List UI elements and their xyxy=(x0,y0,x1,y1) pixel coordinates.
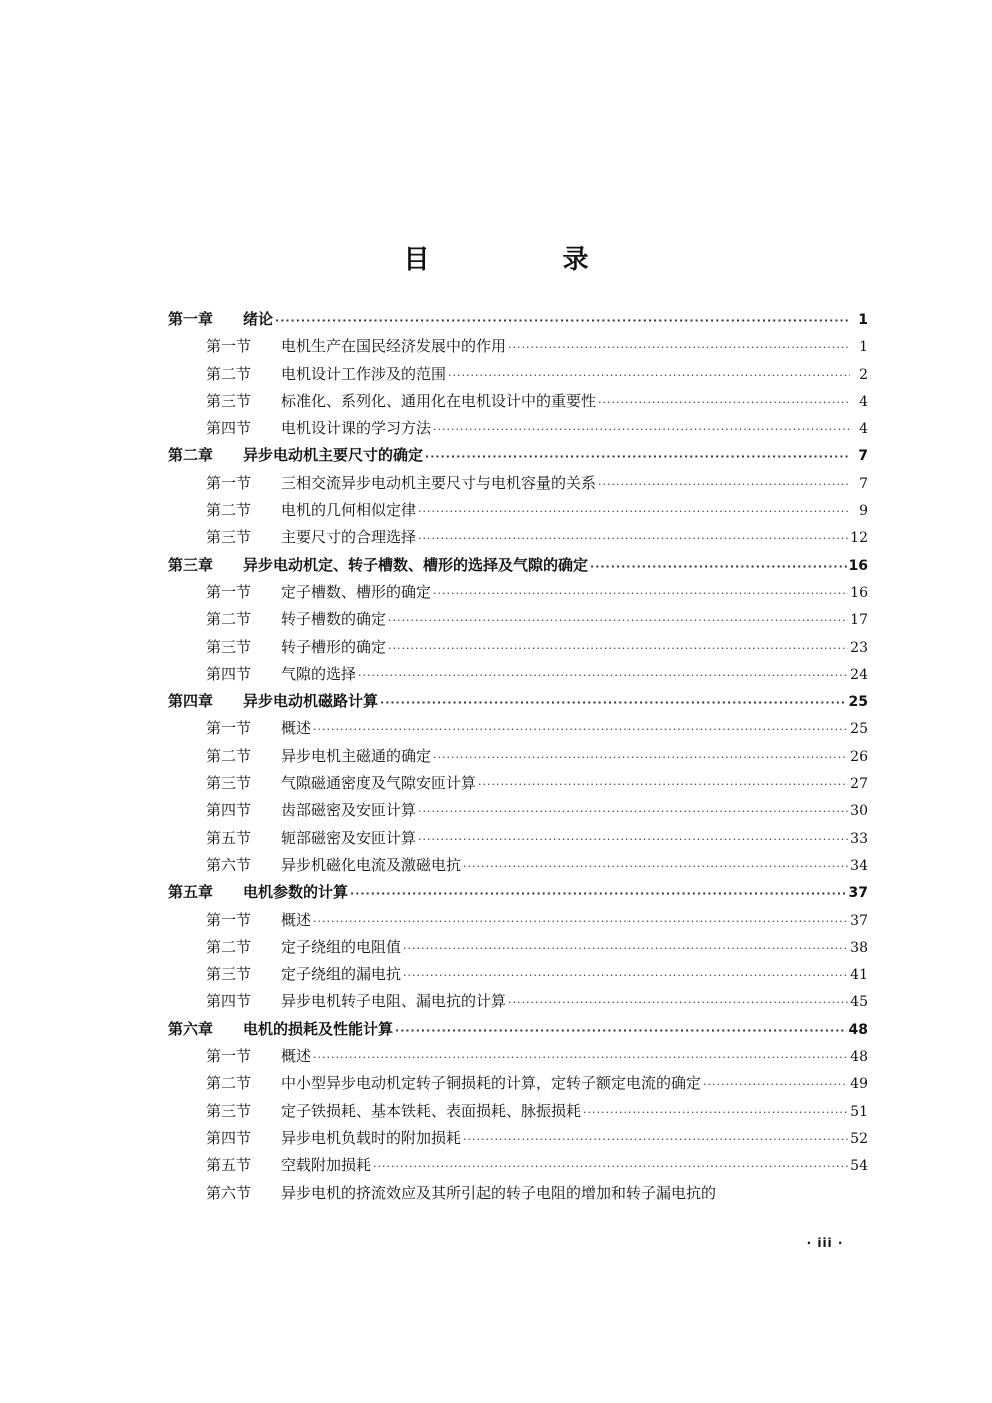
toc-page-number: 25 xyxy=(850,721,868,738)
toc-entry-title: 定子铁损耗、基本铁耗、表面损耗、脉振损耗 xyxy=(281,1101,582,1120)
toc-entry-label: 第二节 xyxy=(206,746,252,765)
toc-page-number: 16 xyxy=(848,557,868,574)
toc-entry-title: 转子槽数的确定 xyxy=(281,610,387,629)
dot-leader xyxy=(350,880,847,907)
dot-leader xyxy=(418,498,850,525)
toc-entry-label: 第一节 xyxy=(206,910,252,929)
toc-section-row[interactable] xyxy=(168,470,868,497)
toc-page-number: 17 xyxy=(850,612,868,629)
toc-entry-label: 第一节 xyxy=(206,473,252,492)
toc-section-row[interactable] xyxy=(168,579,868,606)
toc-entry-title: 概述 xyxy=(281,910,312,929)
dot-leader xyxy=(433,744,848,771)
toc-chapter-row[interactable] xyxy=(168,442,868,469)
toc-entry-title: 标准化、系列化、通用化在电机设计中的重要性 xyxy=(281,391,597,410)
toc-entry-label: 第一节 xyxy=(206,582,252,601)
toc-section-row[interactable] xyxy=(168,524,868,551)
toc-page-number: 33 xyxy=(850,830,868,847)
toc-entry-title: 异步电动机主要尺寸的确定 xyxy=(243,446,424,465)
toc-section-row[interactable] xyxy=(168,715,868,742)
toc-section-row[interactable] xyxy=(168,661,868,688)
toc-page-number: 12 xyxy=(850,530,868,547)
toc-entry-title: 电机参数的计算 xyxy=(243,883,349,902)
toc-entry-label: 第四节 xyxy=(206,1128,252,1147)
toc-entry-label: 第二节 xyxy=(206,364,252,383)
toc-entry-label: 第三章 xyxy=(168,555,214,574)
dot-leader xyxy=(448,362,850,389)
toc-entry-title: 定子绕组的电阻值 xyxy=(281,937,402,956)
toc-entry-title: 异步电动机磁路计算 xyxy=(243,692,379,711)
toc-entry-title: 空载附加损耗 xyxy=(281,1156,372,1175)
toc-section-row[interactable] xyxy=(168,361,868,388)
toc-section-row[interactable] xyxy=(168,934,868,961)
dot-leader xyxy=(358,662,848,689)
toc-entry-title: 异步机磁化电流及激磁电抗 xyxy=(281,855,462,874)
toc-section-row[interactable] xyxy=(168,1070,868,1097)
toc-entry-label: 第一章 xyxy=(168,310,214,328)
toc-section-row[interactable] xyxy=(168,988,868,1015)
dot-leader xyxy=(478,771,848,798)
toc-entry-title: 定子槽数、槽形的确定 xyxy=(281,582,432,601)
dot-leader xyxy=(418,525,848,552)
toc-entry-title: 轭部磁密及安匝计算 xyxy=(281,828,417,847)
toc-entry-label: 第二节 xyxy=(206,501,252,520)
toc-section-row[interactable] xyxy=(168,388,868,415)
toc-entry-label: 第三节 xyxy=(206,1101,252,1120)
toc-entry-title: 异步电机转子电阻、漏电抗的计算 xyxy=(281,992,507,1011)
toc-page-number: 37 xyxy=(848,885,868,902)
dot-leader xyxy=(380,689,847,716)
toc-chapter-row[interactable] xyxy=(168,1016,868,1043)
toc-entry-title: 三相交流异步电动机主要尺寸与电机容量的关系 xyxy=(281,473,597,492)
toc-entry-title: 定子绕组的漏电抗 xyxy=(281,965,402,984)
toc-page-number: 1 xyxy=(858,312,868,328)
toc-section-row[interactable] xyxy=(168,907,868,934)
toc-entry-label: 第五节 xyxy=(206,1156,252,1175)
toc-page-number: 4 xyxy=(859,421,868,438)
toc-entry-label: 第一节 xyxy=(206,1047,252,1066)
toc-entry-label: 第二节 xyxy=(206,610,252,629)
toc-entry-label: 第五章 xyxy=(168,883,214,902)
dot-leader xyxy=(463,853,848,880)
dot-leader xyxy=(395,1017,847,1044)
toc-page-number: 1 xyxy=(859,339,868,356)
toc-entry-label: 第六章 xyxy=(168,1019,214,1038)
dot-leader xyxy=(590,553,847,580)
toc-entry-title: 电机设计工作涉及的范围 xyxy=(281,364,447,383)
toc-section-row[interactable] xyxy=(168,497,868,524)
page-number: · iii · xyxy=(806,1236,844,1250)
toc-page-number: 48 xyxy=(850,1049,868,1066)
dot-leader xyxy=(388,607,848,634)
toc-page-number: 48 xyxy=(848,1021,868,1038)
toc-chapter-row[interactable] xyxy=(168,552,868,579)
toc-entry-title: 异步电机的挤流效应及其所引起的转子电阻的增加和转子漏电抗的 xyxy=(281,1183,717,1202)
dot-leader xyxy=(703,1071,848,1098)
toc-section-row[interactable] xyxy=(168,1152,868,1179)
toc-section-row[interactable] xyxy=(168,634,868,661)
toc-page-number: 49 xyxy=(850,1076,868,1093)
toc-entry-label: 第六节 xyxy=(206,1183,252,1202)
toc-page-number: 27 xyxy=(850,776,868,793)
toc-page-number: 25 xyxy=(848,694,868,711)
toc-chapter-row[interactable] xyxy=(168,879,868,906)
toc-section-row[interactable] xyxy=(168,606,868,633)
toc-entry-label: 第三节 xyxy=(206,965,252,984)
toc-chapter-row[interactable] xyxy=(168,688,868,715)
toc-entry-title: 气隙磁通密度及气隙安匝计算 xyxy=(281,774,477,793)
toc-section-row[interactable] xyxy=(168,961,868,988)
dot-leader xyxy=(313,908,848,935)
toc-page-number: 37 xyxy=(850,912,868,929)
dot-leader xyxy=(418,826,848,853)
toc-entry-title: 异步电机负载时的附加损耗 xyxy=(281,1128,462,1147)
dot-leader xyxy=(313,716,848,743)
dot-leader xyxy=(433,416,850,443)
toc-page-number: 24 xyxy=(850,666,868,683)
toc-section-row[interactable] xyxy=(168,415,868,442)
toc-entry-title: 绪论 xyxy=(243,310,274,328)
toc-section-row[interactable] xyxy=(168,743,868,770)
toc-page-number: 4 xyxy=(859,393,868,410)
toc-entry-title: 气隙的选择 xyxy=(281,664,357,683)
dot-leader xyxy=(463,1126,848,1153)
toc-page-number: 26 xyxy=(850,748,868,765)
toc-page-number: 7 xyxy=(859,475,868,492)
toc-entry-title: 中小型异步电动机定转子铜损耗的计算，定转子额定电流的确定 xyxy=(281,1074,702,1093)
toc-page-number: 54 xyxy=(850,1158,868,1175)
dot-leader xyxy=(433,580,848,607)
toc-entry-label: 第三节 xyxy=(206,637,252,656)
toc-page-number: 52 xyxy=(850,1130,868,1147)
toc-page-number: 34 xyxy=(850,857,868,874)
toc-entry-title: 主要尺寸的合理选择 xyxy=(281,528,417,547)
toc-entry-label: 第一节 xyxy=(206,719,252,738)
toc-entry-label: 第二节 xyxy=(206,1074,252,1093)
toc-entry-title: 电机的几何相似定律 xyxy=(281,501,417,520)
toc-section-row[interactable] xyxy=(168,1043,868,1070)
toc-section-row[interactable] xyxy=(168,770,868,797)
dot-leader xyxy=(275,307,850,334)
page-title: 目 录 xyxy=(403,245,651,275)
toc-page-number: 51 xyxy=(850,1103,868,1120)
toc-entry-label: 第一节 xyxy=(206,337,252,356)
toc-section-row[interactable] xyxy=(168,825,868,852)
toc-entry-label: 第五节 xyxy=(206,828,252,847)
dot-leader xyxy=(418,798,848,825)
toc-section-row[interactable] xyxy=(168,1180,868,1207)
toc-entry-title: 异步电机主磁通的确定 xyxy=(281,746,432,765)
toc-entry-title: 电机生产在国民经济发展中的作用 xyxy=(281,337,507,356)
toc-section-row[interactable] xyxy=(168,1098,868,1125)
dot-leader xyxy=(388,635,848,662)
toc-entry-label: 第六节 xyxy=(206,855,252,874)
toc-entry-label: 第四节 xyxy=(206,801,252,820)
toc-entry-title: 异步电动机定、转子槽数、槽形的选择及气隙的确定 xyxy=(243,555,589,574)
toc-page-number: 23 xyxy=(850,639,868,656)
toc-section-row[interactable] xyxy=(168,1125,868,1152)
toc-page-number: 45 xyxy=(850,994,868,1011)
dot-leader xyxy=(583,1099,848,1126)
toc-entry-label: 第三节 xyxy=(206,528,252,547)
toc-page-number: 16 xyxy=(850,584,868,601)
toc-entry-label: 第二章 xyxy=(168,446,214,465)
dot-leader xyxy=(313,1044,848,1071)
toc-entry-title: 概述 xyxy=(281,1047,312,1066)
toc-page-number: 7 xyxy=(858,448,868,465)
dot-leader xyxy=(403,935,848,962)
toc-entry-label: 第三节 xyxy=(206,391,252,410)
toc-entry-label: 第四节 xyxy=(206,664,252,683)
toc-entry-title: 电机的损耗及性能计算 xyxy=(243,1019,394,1038)
dot-leader xyxy=(425,443,850,470)
toc-page-number: 2 xyxy=(859,366,868,383)
toc-entry-label: 第四节 xyxy=(206,419,252,438)
toc-entry-label: 第二节 xyxy=(206,937,252,956)
toc-page-number: 41 xyxy=(850,967,868,984)
toc-entry-label: 第四节 xyxy=(206,992,252,1011)
toc-entry-label: 第四章 xyxy=(168,692,214,711)
toc-page-number: 9 xyxy=(859,503,868,520)
toc-section-row[interactable] xyxy=(168,797,868,824)
toc-entry-title: 概述 xyxy=(281,719,312,738)
toc-page-number: 38 xyxy=(850,939,868,956)
toc-entry-label: 第三节 xyxy=(206,774,252,793)
dot-leader xyxy=(508,989,848,1016)
toc-chapter-row[interactable] xyxy=(168,306,868,333)
toc-page-number: 30 xyxy=(850,803,868,820)
dot-leader xyxy=(598,389,850,416)
toc-section-row[interactable] xyxy=(168,852,868,879)
dot-leader xyxy=(403,962,848,989)
toc-entry-title: 齿部磁密及安匝计算 xyxy=(281,801,417,820)
dot-leader xyxy=(373,1153,848,1180)
table-of-contents xyxy=(168,306,868,1207)
dot-leader xyxy=(508,334,850,361)
dot-leader xyxy=(598,471,850,498)
toc-entry-title: 电机设计课的学习方法 xyxy=(281,419,432,438)
toc-entry-title: 转子槽形的确定 xyxy=(281,637,387,656)
toc-section-row[interactable] xyxy=(168,333,868,360)
